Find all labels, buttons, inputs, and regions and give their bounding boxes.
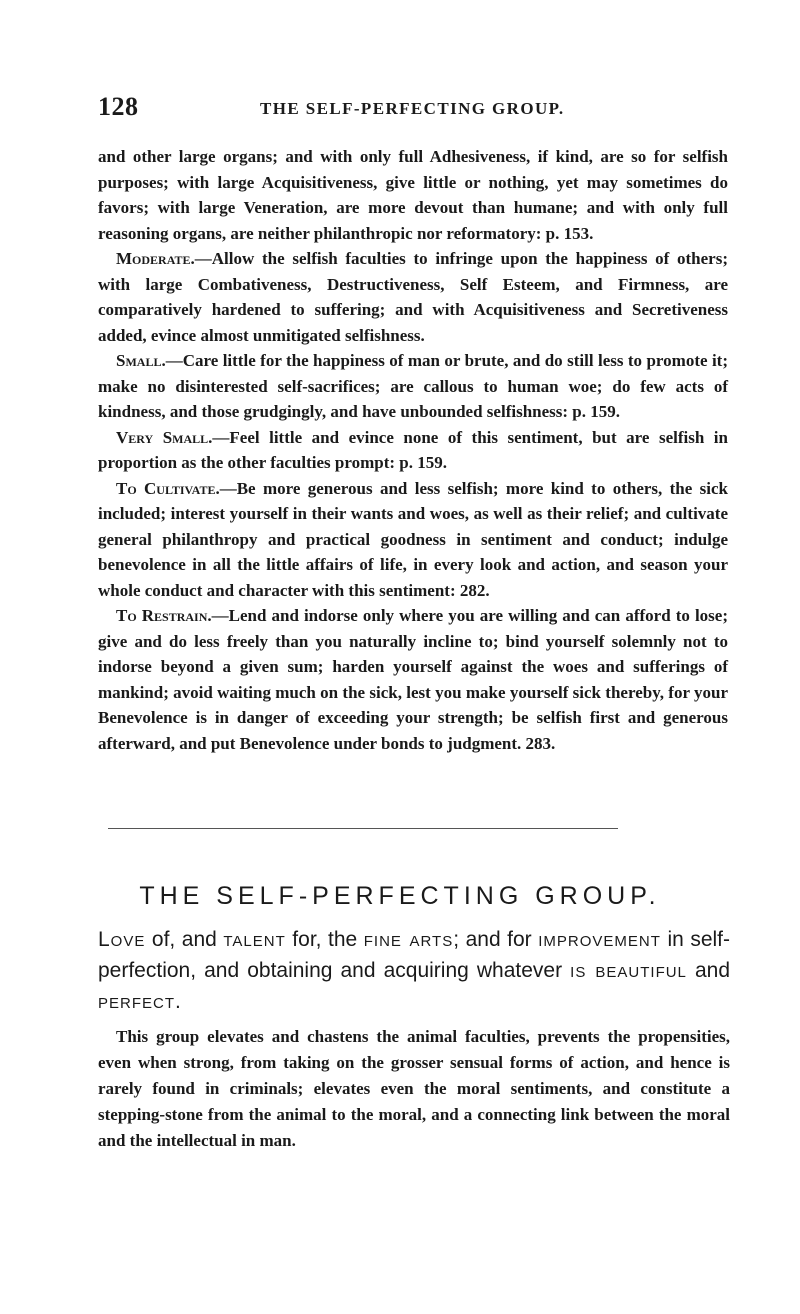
page-header	[98, 92, 738, 122]
paragraph-to-restrain	[98, 603, 728, 756]
paragraph-intro	[98, 144, 728, 246]
paragraph-label: To Restrain.	[116, 606, 212, 625]
paragraph-text: —Be more generous and less selfish; more kind to others, the sick included; interest yourself in their wants and woes, as well as their relief; and cultivate general philanthropy and practical goodness in sentiment and conduct; indulge benevolence in all the little affairs of life, in every look and action, and season your whole conduct and character with this sentiment: 282.	[98, 478, 728, 600]
running-head: THE SELF-PERFECTING GROUP.	[260, 99, 565, 118]
paragraph-label: Moderate.	[116, 249, 195, 268]
definition-lead: Love	[98, 928, 146, 951]
paragraph-text: —Feel little and evince none of this sentiment, but are selfish in proportion as the other faculties prompt: p. 159.	[98, 427, 728, 472]
definition-term: perfect.	[98, 990, 182, 1013]
paragraph-to-cultivate	[98, 476, 728, 604]
definition-text: of, and	[145, 928, 224, 951]
section-title: THE SELF-PERFECTING GROUP.	[139, 882, 661, 910]
section-divider	[108, 828, 618, 829]
definition-text: and	[686, 959, 731, 982]
paragraph-text: and other large organs; and with only full Adhesiveness, if kind, are so for selfish purposes; with large Acquisitiveness, give little or nothing, yet may sometimes do favors; with large Veneration, are more devout than humane; and with only full reasoning organs, are neither philanthropic nor reformatory: p. 153.	[98, 147, 728, 243]
section-paragraph: This group elevates and chastens the animal faculties, prevents the propensities, even when strong, from taking on the grosser sensual forms of action, and hence is rarely found in criminals; elevates even the moral sentiments, and constitute a stepping-stone from the animal to the moral, and a connecting link between the moral and the intellectual in man.	[98, 1027, 730, 1150]
benevolence-text	[98, 144, 728, 756]
definition-text: ; and for	[453, 928, 539, 951]
section-body	[98, 1024, 730, 1154]
paragraph-text: —Allow the selfish faculties to infringe upon the happiness of others; with large Combativeness, Destructiveness, Self Esteem, and Firmness, are comparatively hardened to suffering; and with Acquisitiveness and Secretiveness added, evince almost unmitigated selfishness.	[98, 249, 728, 345]
paragraph-label: Small.	[116, 351, 166, 370]
page-number: 128	[98, 92, 139, 121]
definition-term: talent	[223, 928, 286, 951]
paragraph-very-small	[98, 425, 728, 476]
paragraph-text: —Care little for the happiness of man or brute, and do still less to promote it; make no disinterested self-sacrifices; are callous to human woe; do few acts of kindness, and those grudgingly, and have unbounded selfishness: p. 159.	[98, 351, 728, 421]
definition-term: is beautiful	[570, 959, 687, 982]
paragraph-moderate	[98, 246, 728, 348]
definition-term: improvement	[538, 928, 661, 951]
section-definition	[98, 924, 730, 1017]
paragraph-small	[98, 348, 728, 425]
definition-text: for, the	[285, 928, 364, 951]
paragraph-label: Very Small.	[116, 427, 213, 447]
paragraph-text: —Lend and indorse only where you are willing and can afford to lose; give and do less freely than you naturally incline to; bind yourself solemnly not to indorse beyond a given sum; harden yourself against the woes and sufferings of mankind; avoid waiting much on the sick, lest you make yourself sick thereby, for your Benevolence is in danger of exceeding your strength; be selfish first and generous afterward, and put Benevolence under bonds to judgment. 283.	[98, 606, 728, 753]
definition-text: in self-perfection, and obtaining and acquiring whatever	[98, 928, 730, 982]
paragraph-label: To Cultivate.	[116, 478, 220, 498]
definition-term: fine arts	[363, 928, 454, 951]
